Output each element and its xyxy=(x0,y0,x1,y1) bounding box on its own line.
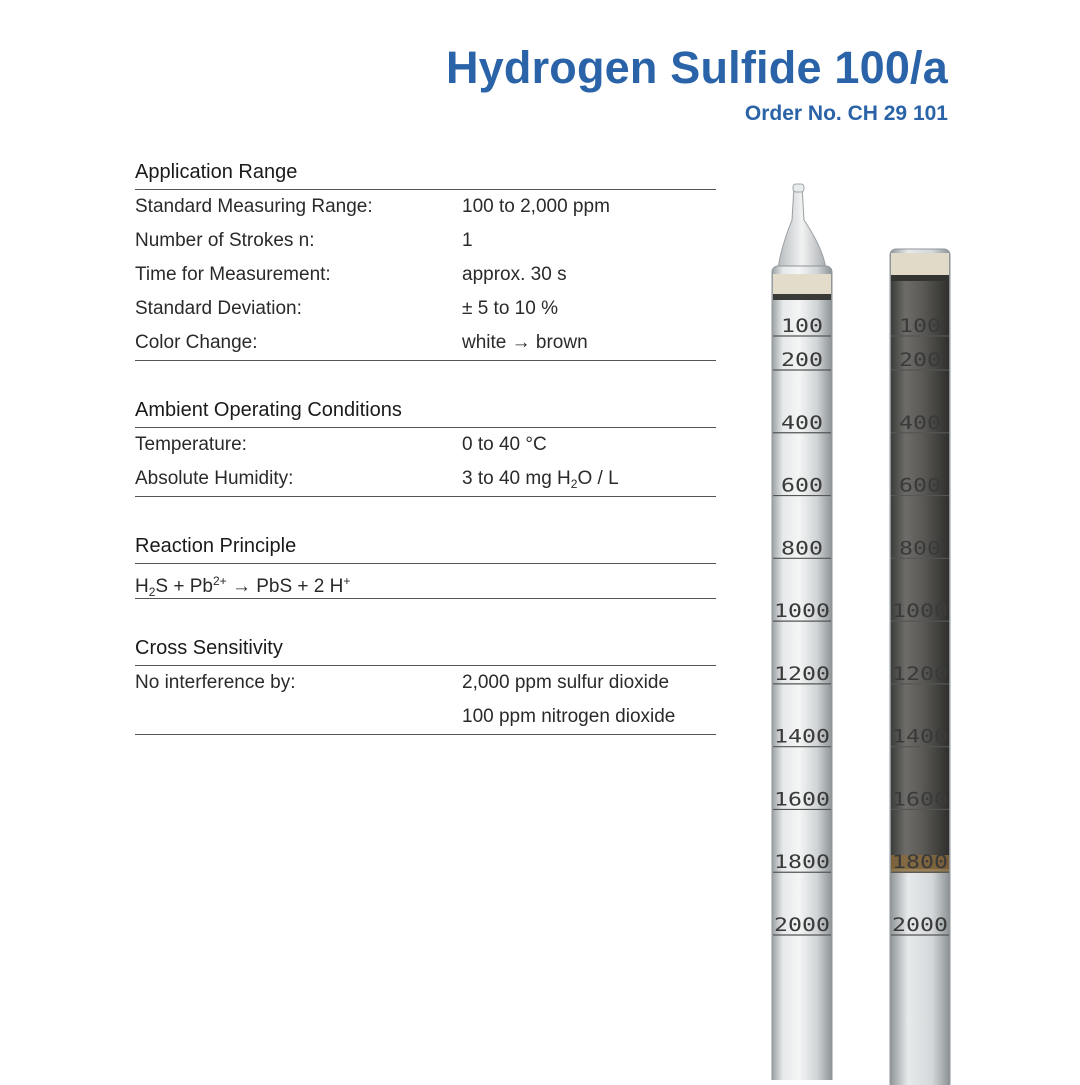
spec-label: Time for Measurement: xyxy=(135,264,331,285)
section-title: Ambient Operating Conditions xyxy=(135,393,716,428)
scale-label: 600 xyxy=(781,474,823,497)
spec-label: Absolute Humidity: xyxy=(135,468,294,489)
scale-label: 100 xyxy=(781,315,823,337)
spec-value: 3 to 40 mg $H_2O$ / L xyxy=(462,468,619,491)
spec-value: 100 ppm nitrogen dioxide xyxy=(462,706,676,727)
spec-row xyxy=(135,224,716,258)
scale-label: 1800 xyxy=(892,851,948,874)
scale-label: 1600 xyxy=(892,788,948,811)
scale-label: 2000 xyxy=(892,914,948,936)
scale-label: 200 xyxy=(899,349,941,371)
scale-label: 100 xyxy=(899,315,941,337)
scale-label: 400 xyxy=(899,411,941,434)
detector-tube-unused xyxy=(764,180,840,1080)
spec-value: 1 xyxy=(462,230,473,251)
spec-value: 100 to 2,000 ppm xyxy=(462,196,610,217)
section-application-range xyxy=(135,155,716,361)
section-title: Application Range xyxy=(135,155,716,190)
spec-label: Standard Measuring Range: xyxy=(135,196,373,217)
spec-label: No interference by: xyxy=(135,672,296,693)
spec-value: 2,000 ppm sulfur dioxide xyxy=(462,672,670,693)
spec-row xyxy=(135,462,716,497)
spec-label: Standard Deviation: xyxy=(135,298,302,319)
scale-label: 400 xyxy=(781,411,823,434)
spec-row xyxy=(135,326,716,361)
spec-value: white → brown xyxy=(462,332,588,353)
spec-label: Number of Strokes n: xyxy=(135,230,315,251)
order-number: Order No. CH 29 101 xyxy=(744,102,948,125)
scale-label: 2000 xyxy=(774,914,830,936)
scale-label: 800 xyxy=(899,537,941,560)
scale-label: 200 xyxy=(781,349,823,371)
spec-row xyxy=(135,292,716,326)
page-title: Hydrogen Sulfide 100/a xyxy=(445,42,948,93)
spec-label: Temperature: xyxy=(135,434,247,455)
scale-label: 800 xyxy=(781,537,823,560)
section-ambient-conditions xyxy=(135,393,716,497)
scale-label: 1200 xyxy=(774,662,830,685)
spec-value: approx. 30 s xyxy=(462,264,567,285)
spec-label: Color Change: xyxy=(135,332,258,353)
reaction-formula: $H_2S + Pb^{2+}$ → PbS + 2 H+ xyxy=(135,564,716,599)
section-title: Cross Sensitivity xyxy=(135,631,716,666)
spec-value: ± 5 to 10 % xyxy=(462,298,558,319)
spec-value: 0 to 40 °C xyxy=(462,434,547,455)
scale-label: 1400 xyxy=(774,725,830,748)
section-title: Reaction Principle xyxy=(135,529,716,564)
scale-label: 1200 xyxy=(892,662,948,685)
spec-row xyxy=(135,666,716,700)
spec-row xyxy=(135,258,716,292)
scale-label: 1800 xyxy=(774,851,830,874)
scale-label: 1000 xyxy=(892,600,948,623)
section-reaction-principle xyxy=(135,529,716,599)
scale-label: 1000 xyxy=(774,600,830,623)
scale-label: 1600 xyxy=(774,788,830,811)
scale-label: 1400 xyxy=(892,725,948,748)
scale-label: 600 xyxy=(899,474,941,497)
spec-row xyxy=(135,700,716,735)
section-cross-sensitivity xyxy=(135,631,716,735)
spec-row xyxy=(135,190,716,224)
spec-row xyxy=(135,428,716,462)
detector-tube-used xyxy=(882,245,958,1085)
